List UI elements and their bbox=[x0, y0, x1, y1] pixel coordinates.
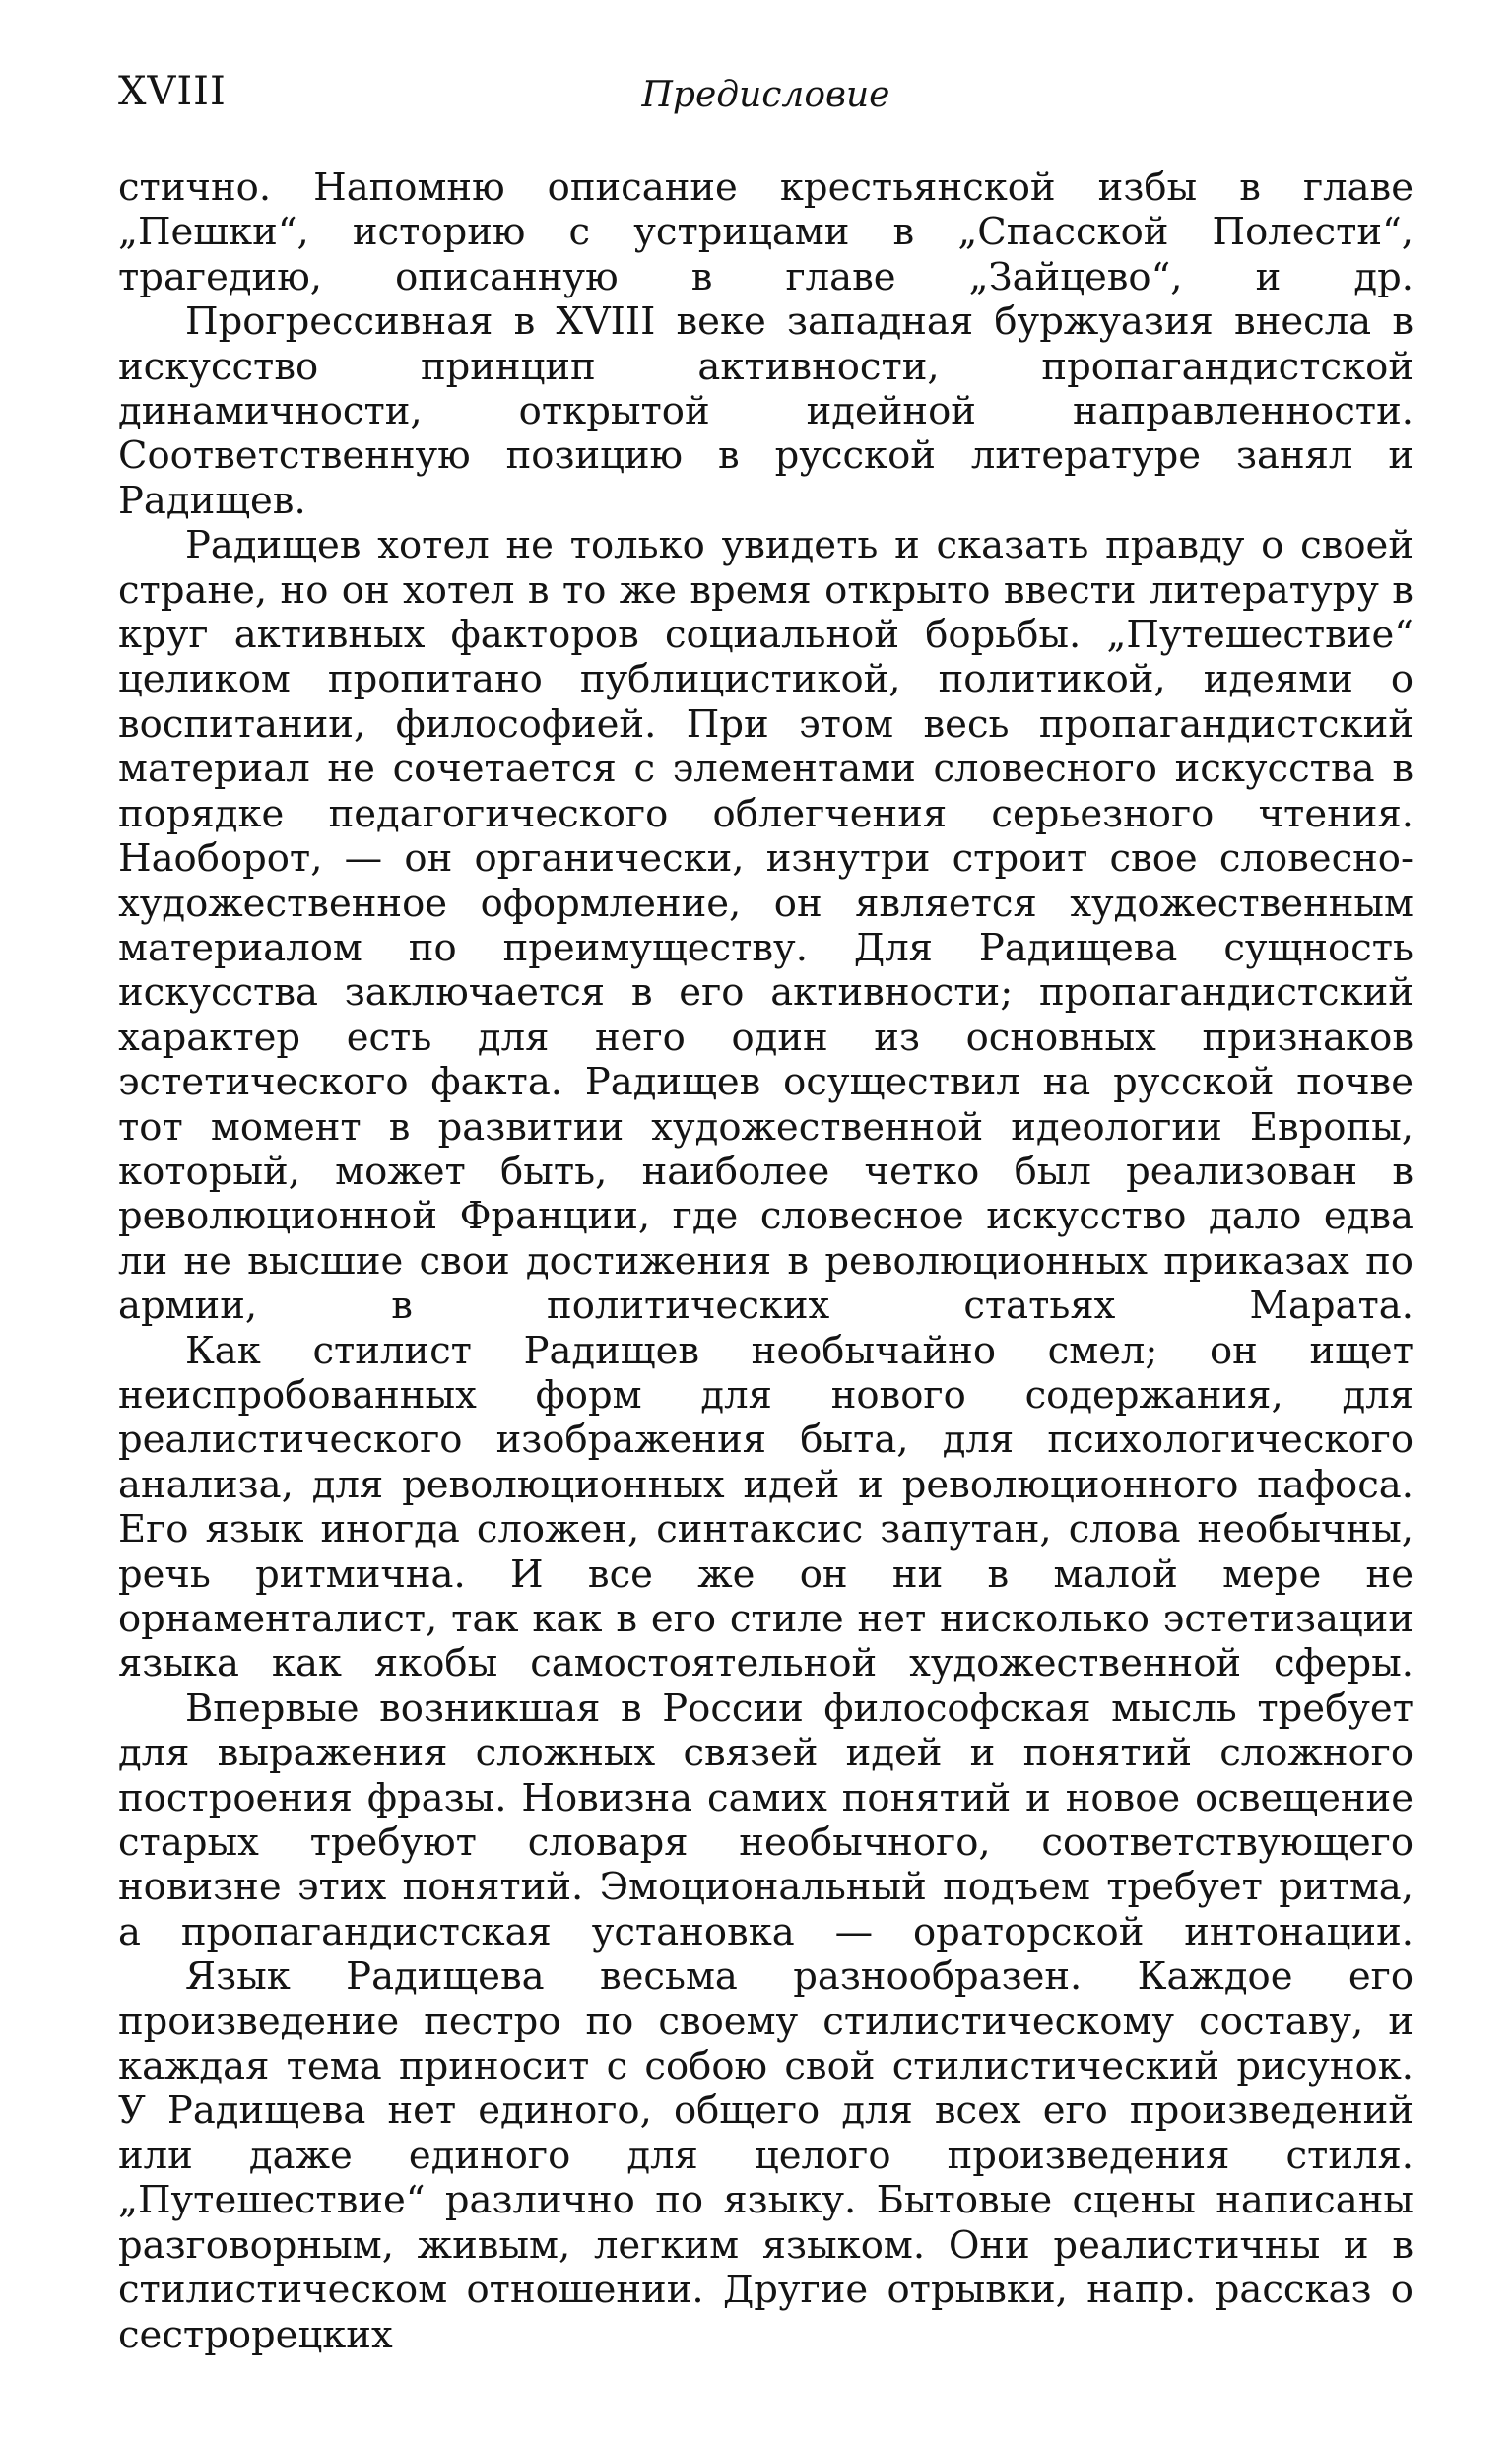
section-title: Предисловие bbox=[641, 75, 890, 115]
body-text bbox=[118, 165, 1413, 2357]
paragraph-philosophical-thought: Впервые возникшая в России философская мысль требует для выражения сложных связей идей и понятий сложного построения фразы. Новизна самих понятий и новое освещение старых требуют словаря необычного, соответствующего новизне этих понятий. Эмоциональный подъем требует ритма, а пропагандистская установка — ораторской интонации. bbox=[118, 1685, 1413, 1954]
paragraph-progressive-bourgeoisie: Прогрессивная в XVIII веке западная буржуазия внесла в искусство принцип активности, пропагандистской динамичности, открытой идейной направленности. Соответственную позицию в русской литературе занял и Радищев. bbox=[118, 299, 1413, 523]
paragraph-stylist: Как стилист Радищев необычайно смел; он ищет неиспробованных форм для нового содержания, для реалистического изображения быта, для психологического анализа, для революционных идей и революционного пафоса. Его язык иногда сложен, синтаксис запутан, слова необычны, речь ритмична. И все же он ни в малой мере не орнаменталист, так как в его стиле нет нисколько эстетизации языка как якобы самостоятельной художественной сферы. bbox=[118, 1328, 1413, 1686]
book-page bbox=[118, 69, 1413, 2357]
paragraph-language-diversity: Язык Радищева весьма разнообразен. Каждое его произведение пестро по своему стилистическому составу, и каждая тема приносит с собою свой стилистический рисунок. У Радищева нет единого, общего для всех его произведений или даже единого для целого произведения стиля. „Путешествие“ различно по языку. Бытовые сцены написаны разговорным, живым, легким языком. Они реалистичны и в стилистическом отношении. Другие отрывки, напр. рассказ о сестрорецких bbox=[118, 1954, 1413, 2357]
paragraph-radishchev-aims: Радищев хотел не только увидеть и сказать правду о своей стране, но он хотел в то же время открыто ввести литературу в круг активных факторов социальной борьбы. „Путешествие“ целиком пропитано публицистикой, политикой, идеями о воспитании, философией. При этом весь пропагандистский материал не сочетается с элементами словесного искусства в порядке педагогического облегчения серьезного чтения. Наоборот, — он органически, изнутри строит свое словесно-художественное оформление, он является художественным материалом по преимуществу. Для Радищева сущность искусства заключается в его активности; пропагандистский характер есть для него один из основных признаков эстетического факта. Радищев осуществил на русской почве тот момент в развитии художественной идеологии Европы, который, может быть, наиболее четко был реализован в революционной Франции, где словесное искусство дало едва ли не высшие свои достижения в революционных приказах по армии, в политических статьях Марата. bbox=[118, 523, 1413, 1329]
running-head bbox=[118, 69, 1413, 128]
page-number: XVIII bbox=[118, 69, 227, 114]
paragraph-continued: стично. Напомню описание крестьянской избы в главе „Пешки“, историю с устрицами в „Спасской Полести“, трагедию, описанную в главе „Зайцево“, и др. bbox=[118, 165, 1413, 299]
